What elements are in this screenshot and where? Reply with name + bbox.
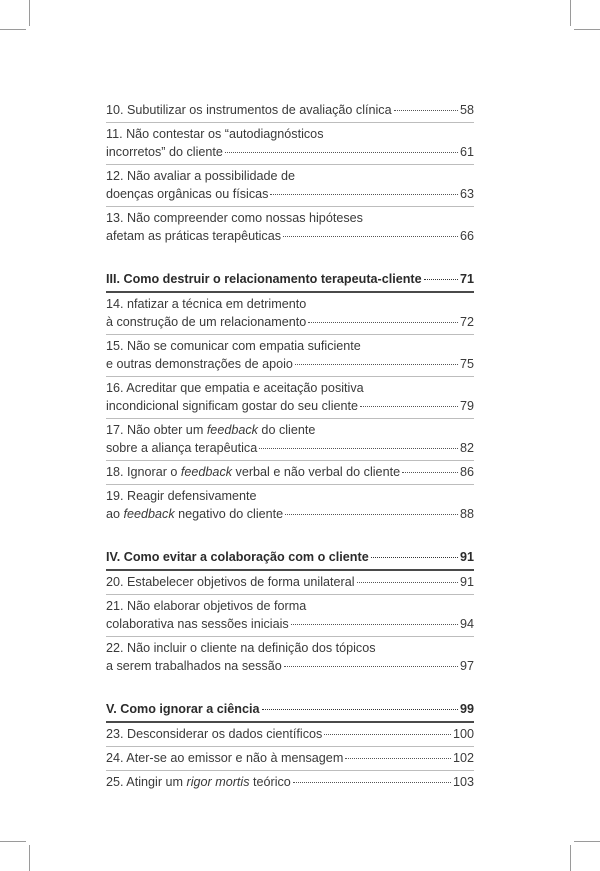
entry-page-number: 97	[459, 659, 474, 673]
entry-title-line: 13. Não compreender como nossas hipóteses	[106, 211, 363, 225]
entry-title-line: 14. nfatizar a técnica em detrimento	[106, 297, 307, 311]
entry-title-last-line: a serem trabalhados na sessão	[106, 659, 282, 673]
section-heading-3	[106, 262, 474, 291]
entry-title-line: 16. Acreditar que empatia e aceitação positiva	[106, 381, 364, 395]
dot-leader	[402, 472, 458, 473]
entry-title-last-line: ao feedback negativo do cliente	[106, 507, 284, 521]
entry-title-line: 12. Não avaliar a possibilidade de	[106, 169, 296, 183]
entry-title-line: 22. Não incluir o cliente na definição dos tópicos	[106, 641, 376, 655]
entry-page-number: 66	[459, 229, 474, 243]
dot-leader	[345, 758, 451, 759]
entry-title-last-line: colaborativa nas sessões iniciais	[106, 617, 289, 631]
entry-page-number: 91	[459, 575, 474, 589]
section-title: IV. Como evitar a colaboração com o cliente	[106, 550, 369, 564]
dot-leader	[371, 557, 458, 558]
crop-mark-right-bottom	[574, 841, 600, 842]
entry-title-last-line: 20. Estabelecer objetivos de forma unilateral	[106, 575, 355, 589]
crop-mark-left-top	[0, 29, 26, 30]
entry-page-number: 72	[459, 315, 474, 329]
toc-entry[interactable]	[106, 207, 474, 248]
entry-page-number: 86	[459, 465, 474, 479]
dot-leader	[259, 448, 458, 449]
toc-group-a	[106, 99, 474, 248]
section-title: V. Como ignorar a ciência	[106, 702, 260, 716]
dot-leader	[394, 110, 458, 111]
entry-title-last-line: sobre a aliança terapêutica	[106, 441, 258, 455]
entry-page-number: 103	[452, 775, 474, 789]
entry-title-line: 17. Não obter um feedback do cliente	[106, 423, 316, 437]
toc-entry[interactable]	[106, 571, 474, 594]
entry-page-number: 100	[452, 727, 474, 741]
section-page: 99	[459, 702, 474, 716]
dot-leader	[291, 624, 458, 625]
toc-entry[interactable]	[106, 485, 474, 526]
section-gap	[106, 678, 474, 692]
entry-page-number: 61	[459, 145, 474, 159]
section-page: 71	[459, 272, 474, 286]
entry-page-number: 102	[452, 751, 474, 765]
crop-mark-bottom-left	[29, 845, 30, 871]
entry-title-last-line: 24. Ater-se ao emissor e não à mensagem	[106, 751, 344, 765]
entry-page-number: 79	[459, 399, 474, 413]
entry-page-number: 88	[459, 507, 474, 521]
entry-title-line: 11. Não contestar os “autodiagnósticos	[106, 127, 324, 141]
toc-entry[interactable]	[106, 165, 474, 206]
toc-entry[interactable]	[106, 293, 474, 334]
section-heading-5	[106, 692, 474, 721]
toc-entry[interactable]	[106, 595, 474, 636]
dot-leader	[284, 666, 458, 667]
entry-title-last-line: 25. Atingir um rigor mortis teórico	[106, 775, 291, 789]
entry-title-last-line: 18. Ignorar o feedback verbal e não verbal do cliente	[106, 465, 401, 479]
toc-entry[interactable]	[106, 461, 474, 484]
crop-mark-bottom-right	[570, 845, 571, 871]
section-heading-4	[106, 540, 474, 569]
dot-leader	[424, 279, 458, 280]
entry-page-number: 94	[459, 617, 474, 631]
toc-group-b	[106, 293, 474, 526]
dot-leader	[308, 322, 458, 323]
section-page: 91	[459, 550, 474, 564]
entry-title-last-line: à construção de um relacionamento	[106, 315, 307, 329]
crop-mark-top-right	[570, 0, 571, 26]
crop-mark-right-top	[574, 29, 600, 30]
entry-page-number: 75	[459, 357, 474, 371]
entry-title-last-line: e outras demonstrações de apoio	[106, 357, 293, 371]
section-title: III. Como destruir o relacionamento terapeuta-cliente	[106, 272, 422, 286]
dot-leader	[293, 782, 451, 783]
toc-entry[interactable]	[106, 123, 474, 164]
dot-leader	[357, 582, 458, 583]
entry-title-last-line: 10. Subutilizar os instrumentos de avaliação clínica	[106, 103, 392, 117]
toc-entry[interactable]	[106, 419, 474, 460]
dot-leader	[295, 364, 458, 365]
entry-title-last-line: afetam as práticas terapêuticas	[106, 229, 282, 243]
section-gap	[106, 526, 474, 540]
toc-entry[interactable]	[106, 99, 474, 122]
entry-title-last-line: doenças orgânicas ou físicas	[106, 187, 269, 201]
toc-group-d	[106, 723, 474, 794]
crop-mark-left-bottom	[0, 841, 26, 842]
dot-leader	[285, 514, 458, 515]
entry-title-last-line: incorretos” do cliente	[106, 145, 223, 159]
entry-title-line: 19. Reagir defensivamente	[106, 489, 257, 503]
toc-entry[interactable]	[106, 771, 474, 794]
toc-entry[interactable]	[106, 335, 474, 376]
dot-leader	[225, 152, 458, 153]
entry-title-line: 15. Não se comunicar com empatia suficiente	[106, 339, 361, 353]
toc-entry[interactable]	[106, 377, 474, 418]
section-gap	[106, 248, 474, 262]
dot-leader	[360, 406, 458, 407]
dot-leader	[262, 709, 458, 710]
entry-page-number: 82	[459, 441, 474, 455]
entry-page-number: 63	[459, 187, 474, 201]
dot-leader	[324, 734, 451, 735]
toc-entry[interactable]	[106, 637, 474, 678]
crop-mark-top-left	[29, 0, 30, 26]
toc-group-c	[106, 571, 474, 678]
table-of-contents	[106, 99, 474, 794]
toc-entry[interactable]	[106, 747, 474, 770]
dot-leader	[283, 236, 458, 237]
dot-leader	[270, 194, 458, 195]
entry-title-last-line: 23. Desconsiderar os dados científicos	[106, 727, 323, 741]
entry-title-last-line: incondicional significam gostar do seu cliente	[106, 399, 359, 413]
toc-entry[interactable]	[106, 723, 474, 746]
entry-page-number: 58	[459, 103, 474, 117]
entry-title-line: 21. Não elaborar objetivos de forma	[106, 599, 307, 613]
